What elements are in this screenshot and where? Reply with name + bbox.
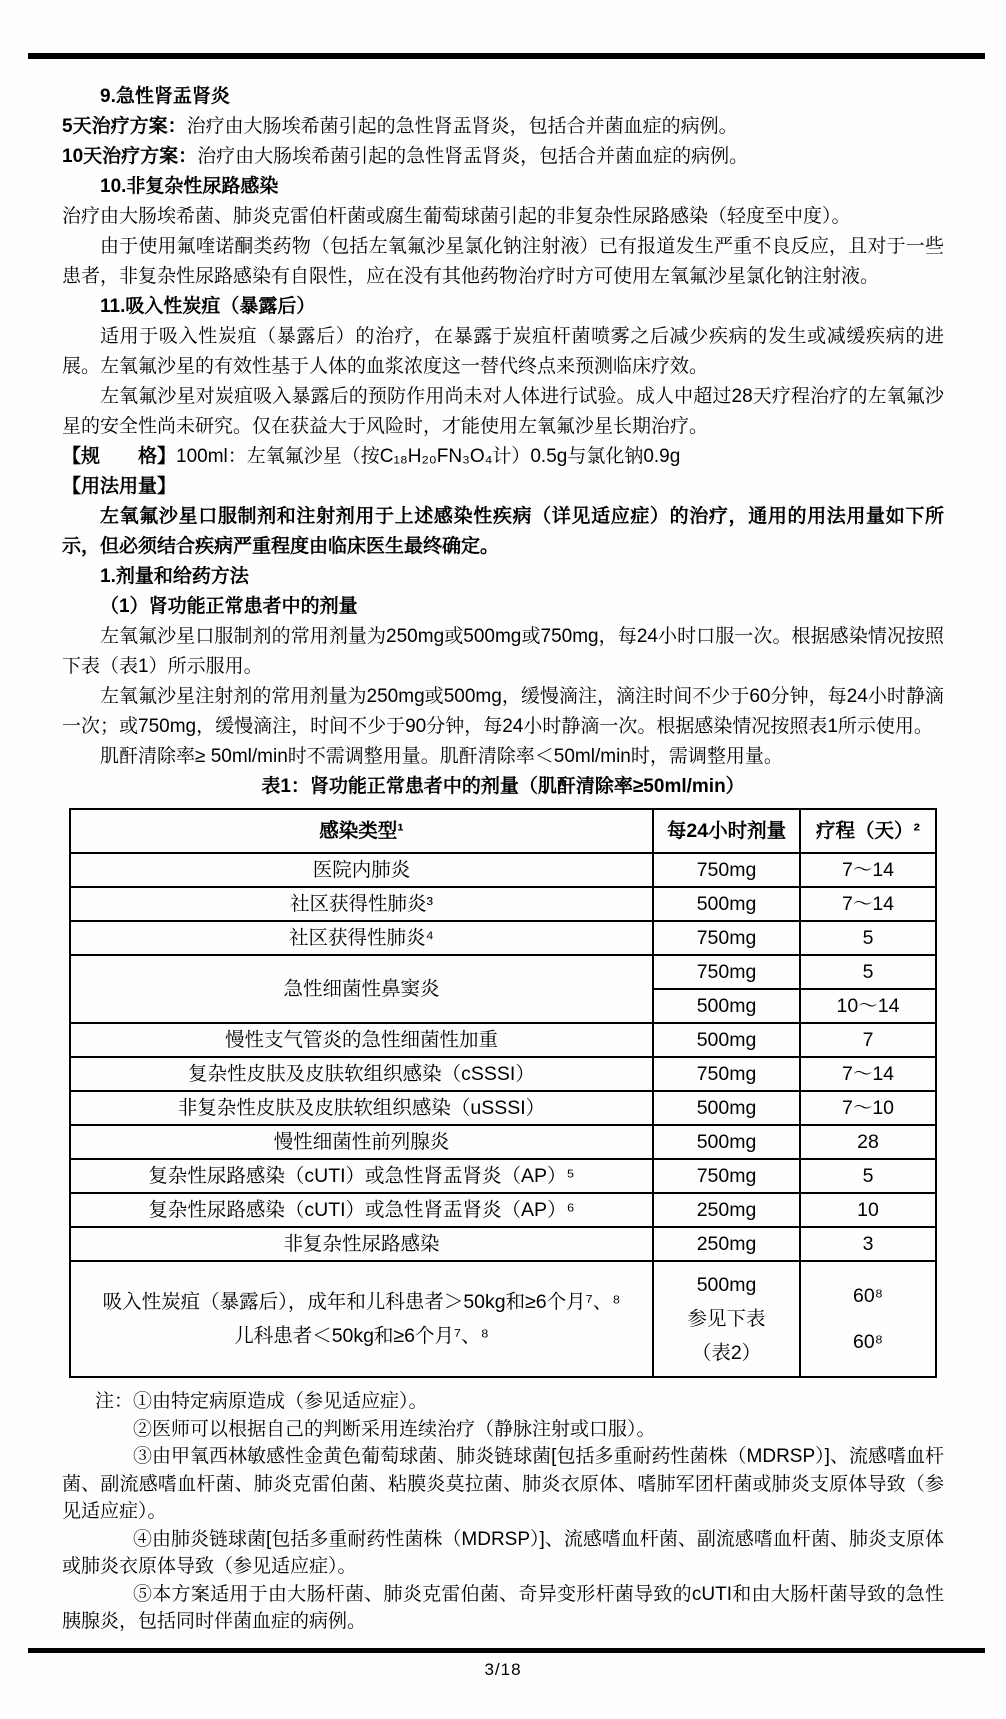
table-title: 表1：肾功能正常患者中的剂量（肌酐清除率≥50ml/min） — [261, 776, 745, 797]
infection-cell: 复杂性皮肤及皮肤软组织感染（cSSSI） — [70, 1057, 653, 1091]
dose-cell: 500mg — [653, 1023, 800, 1057]
duration-cell: 7～14 — [800, 887, 936, 921]
paragraph: 左氧氟沙星对炭疽吸入暴露后的预防作用尚未对人体进行试验。成人中超过28天疗程治疗的左氧氟沙星的安全性尚未研究。仅在获益大于风险时，才能使用左氧氟沙星长期治疗。 — [62, 386, 944, 437]
dose-cell: 750mg — [653, 921, 800, 955]
table-row — [70, 955, 936, 989]
col-header-dose: 每24小时剂量 — [653, 809, 800, 853]
col-header-infection-type: 感染类型¹ — [70, 809, 653, 853]
table-row — [70, 887, 936, 921]
infection-cell: 社区获得性肺炎³ — [70, 887, 653, 921]
duration-cell: 28 — [800, 1125, 936, 1159]
section-heading: 【用法用量】 — [62, 476, 177, 497]
spec-text: 100ml：左氧氟沙星（按C₁₈H₂₀FN₃O₄计）0.5g与氯化钠0.9g — [176, 446, 681, 467]
infection-cell: 医院内肺炎 — [70, 853, 653, 887]
dose-line: 500mg — [696, 1274, 757, 1296]
document-body — [62, 82, 944, 1636]
table-row — [70, 1023, 936, 1057]
section-heading: 9.急性肾盂肾炎 — [100, 86, 230, 107]
paragraph — [62, 112, 944, 142]
note: ⑤本方案适用于由大肠杆菌、肺炎克雷伯菌、奇异变形杆菌导致的cUTI和由大肠杆菌导致的急性胰腺炎，包括同时伴菌血症的病例。 — [62, 1583, 944, 1632]
duration-cell: 7～14 — [800, 853, 936, 887]
top-rule — [28, 53, 985, 59]
infection-cell: 非复杂性尿路感染 — [70, 1227, 653, 1261]
dose-cell: 500mg — [653, 989, 800, 1023]
bottom-rule — [28, 1648, 985, 1653]
paragraph: 由于使用氟喹诺酮类药物（包括左氧氟沙星氯化钠注射液）已有报道发生严重不良反应，且对于一些患者，非复杂性尿路感染有自限性，应在没有其他药物治疗时方可使用左氧氟沙星氯化钠注射液。 — [62, 236, 944, 287]
infection-cell: 非复杂性皮肤及皮肤软组织感染（uSSSI） — [70, 1091, 653, 1125]
note: ③由甲氧西林敏感性金黄色葡萄球菌、肺炎链球菌[包括多重耐药性菌株（MDRSP）]、流感嗜血杆菌、副流感嗜血杆菌、肺炎克雷伯菌、粘膜炎莫拉菌、肺炎衣原体、嗜肺军团杆菌或肺炎支原体导致（参见适应症）。 — [62, 1446, 944, 1522]
infection-line: 吸入性炭疽（暴露后），成年和儿科患者＞50kg和≥6个月⁷、⁸ — [102, 1291, 621, 1313]
spec-line — [62, 442, 944, 472]
section-heading: 11.吸入性炭疽（暴露后） — [100, 296, 316, 317]
paragraph — [62, 142, 944, 172]
dose-cell: 500mg — [653, 1091, 800, 1125]
table-row — [70, 853, 936, 887]
dose-cell: 750mg — [653, 1159, 800, 1193]
paragraph: 适用于吸入性炭疽（暴露后）的治疗，在暴露于炭疽杆菌喷雾之后减少疾病的发生或减缓疾病的进展。左氧氟沙星的有效性基于人体的血浆浓度这一替代终点来预测临床疗效。 — [62, 326, 944, 377]
duration-cell: 10～14 — [800, 989, 936, 1023]
paragraph: 左氧氟沙星口服制剂的常用剂量为250mg或500mg或750mg，每24小时口服一次。根据感染情况按照下表（表1）所示服用。 — [62, 626, 944, 677]
table-row — [70, 1159, 936, 1193]
note: ②医师可以根据自己的判断采用连续治疗（静脉注射或口服）。 — [133, 1418, 656, 1440]
duration-cell: 10 — [800, 1193, 936, 1227]
dose-cell: 750mg — [653, 1057, 800, 1091]
duration-cell: 5 — [800, 1159, 936, 1193]
duration-cell: 7 — [800, 1023, 936, 1057]
note-text: ①由特定病原造成（参见适应症）。 — [133, 1391, 428, 1412]
infection-cell: 急性细菌性鼻窦炎 — [70, 955, 653, 1023]
dose-cell: 250mg — [653, 1193, 800, 1227]
paragraph-lead: 5天治疗方案： — [62, 116, 187, 137]
dose-cell: 500mg — [653, 887, 800, 921]
infection-cell: 慢性细菌性前列腺炎 — [70, 1125, 653, 1159]
duration-cell: 3 — [800, 1227, 936, 1261]
infection-cell: 复杂性尿路感染（cUTI）或急性肾盂肾炎（AP）⁵ — [70, 1159, 653, 1193]
paragraph-text: 治疗由大肠埃希菌引起的急性肾盂肾炎，包括合并菌血症的病例。 — [197, 146, 749, 167]
infection-line: 儿科患者＜50kg和≥6个月⁷、⁸ — [234, 1325, 489, 1347]
dose-cell: 750mg — [653, 853, 800, 887]
paragraph-lead: 10天治疗方案： — [62, 146, 198, 167]
dose-cell: 250mg — [653, 1227, 800, 1261]
duration-cell: 7～10 — [800, 1091, 936, 1125]
duration-line: 60⁸ — [853, 1331, 883, 1353]
page-number: 3/18 — [484, 1660, 522, 1679]
dose-cell: 500mg — [653, 1125, 800, 1159]
table-row-anthrax — [70, 1261, 936, 1377]
paragraph: 左氧氟沙星注射剂的常用剂量为250mg或500mg，缓慢滴注，滴注时间不少于60分钟，每24小时静滴一次；或750mg，缓慢滴注，时间不少于90分钟，每24小时静滴一次。根据感染情况按照表1所示使用。 — [62, 686, 944, 737]
infection-cell: 复杂性尿路感染（cUTI）或急性肾盂肾炎（AP）⁶ — [70, 1193, 653, 1227]
table-row — [70, 1125, 936, 1159]
dosage-table — [69, 808, 937, 1378]
paragraph-text: 治疗由大肠埃希菌引起的急性肾盂肾炎，包括合并菌血症的病例。 — [186, 116, 738, 137]
note: ④由肺炎链球菌[包括多重耐药性菌株（MDRSP）]、流感嗜血杆菌、副流感嗜血杆菌、肺炎支原体或肺炎衣原体导致（参见适应症）。 — [62, 1528, 944, 1577]
dose-line: 参见下表 — [687, 1308, 766, 1330]
infection-cell: 慢性支气管炎的急性细菌性加重 — [70, 1023, 653, 1057]
duration-line: 60⁸ — [853, 1285, 883, 1307]
dose-cell — [653, 1261, 800, 1377]
sub-heading: （1）肾功能正常患者中的剂量 — [100, 596, 358, 617]
paragraph: 治疗由大肠埃希菌、肺炎克雷伯杆菌或腐生葡萄球菌引起的非复杂性尿路感染（轻度至中度）。 — [62, 206, 851, 227]
notes-label: 注： — [95, 1391, 134, 1412]
dose-line: （表2） — [691, 1342, 762, 1364]
infection-cell — [70, 1261, 653, 1377]
duration-cell: 5 — [800, 955, 936, 989]
infection-cell: 社区获得性肺炎⁴ — [70, 921, 653, 955]
duration-cell: 5 — [800, 921, 936, 955]
table-notes — [62, 1388, 944, 1636]
col-header-duration: 疗程（天）² — [800, 809, 936, 853]
note — [62, 1388, 944, 1416]
paragraph-bold: 左氧氟沙星口服制剂和注射剂用于上述感染性疾病（详见适应症）的治疗，通用的用法用量如下所示，但必须结合疾病严重程度由临床医生最终确定。 — [62, 506, 944, 557]
duration-cell — [800, 1261, 936, 1377]
section-heading: 10.非复杂性尿路感染 — [100, 176, 279, 197]
table-row — [70, 921, 936, 955]
table-row — [70, 1193, 936, 1227]
table-row — [70, 1057, 936, 1091]
table-row — [70, 1227, 936, 1261]
table-row — [70, 1091, 936, 1125]
spec-label: 【规 格】 — [62, 446, 177, 467]
table-header-row — [70, 809, 936, 853]
paragraph: 肌酐清除率≥ 50ml/min时不需调整用量。肌酐清除率＜50ml/min时，需调整用量。 — [100, 746, 783, 767]
dose-cell: 750mg — [653, 955, 800, 989]
duration-cell: 7～14 — [800, 1057, 936, 1091]
sub-heading: 1.剂量和给药方法 — [100, 566, 249, 587]
